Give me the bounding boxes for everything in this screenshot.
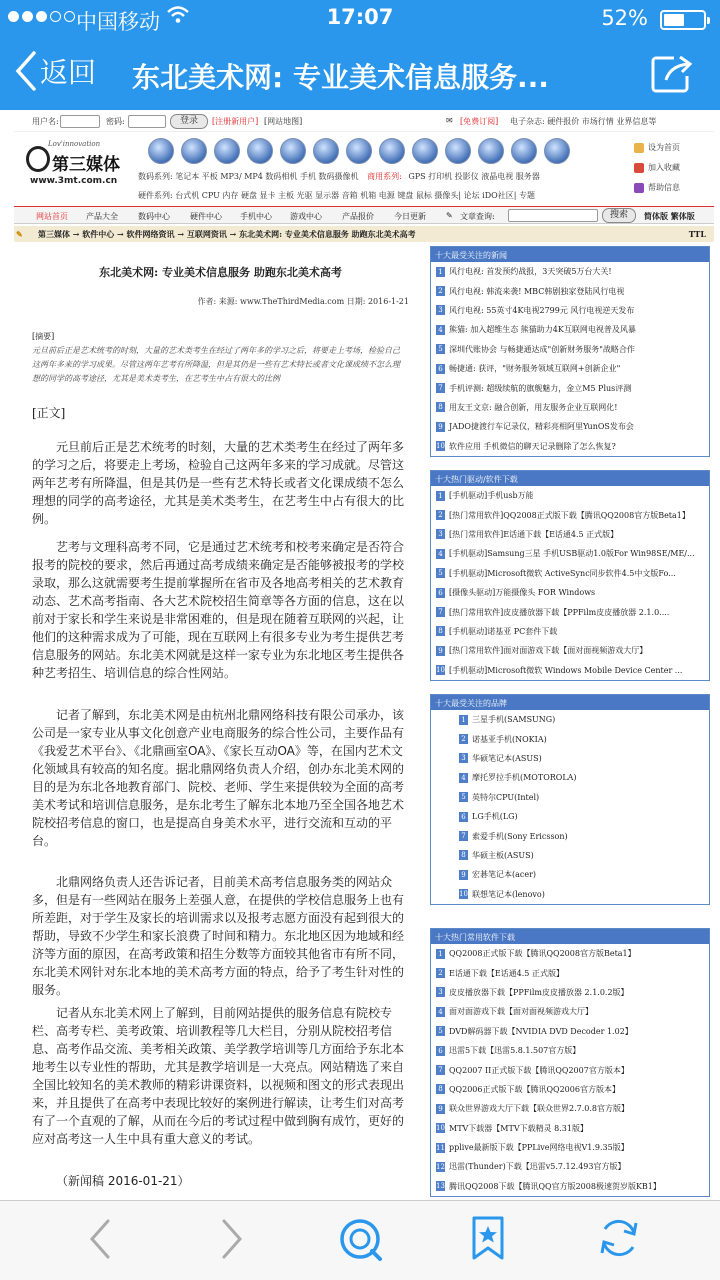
- browser-toolbar: [0, 1200, 720, 1280]
- paragraph-2: 艺考与文理科高考不同，它是通过艺术统考和校考来确定是否符合报考的院校的要求，然后再通过高考成绩来确定是否能够被报考的学校录取，那么这就需要考生提前掌握所在省市及各地高考相关的艺术教育动态、艺术高考指南、各大艺术院校招生简章等各方面的信息，这在以前对于家长和学生来说是非常困难的，但是现在随着互联网的兴起，让他们的这种需求成为了可能，现在互联网上有很多专业为考生提供艺考信息服务的网站。东北美术网就是这样一家专业为东北地区考生提供各种艺考招生、培训信息的综合性网站。: [32, 540, 405, 680]
- rank-badge: 7: [436, 1065, 445, 1075]
- top-drivers-title: 十大热门驱动/软件下载: [431, 471, 709, 486]
- news-item[interactable]: [431, 320, 709, 339]
- brand-item-label: 联想笔记本(lenovo): [472, 889, 545, 899]
- printer-icon[interactable]: [412, 138, 438, 164]
- rank-badge: 10: [459, 890, 468, 899]
- driver-item-label: [手机驱动]手机usb万能: [449, 491, 534, 501]
- nav-products[interactable]: 产品大全: [86, 212, 118, 221]
- breadcrumb-text[interactable]: 第三媒体 → 软件中心 → 软件网络资讯 → 互联网资讯 → 东北美术网: 专业美术信息服务 助跑东北美术高考: [38, 229, 416, 239]
- rank-badge: 2: [436, 510, 445, 520]
- back-nav-button[interactable]: [88, 1217, 112, 1265]
- rank-badge: 6: [459, 812, 468, 822]
- article-meta: 作者: 来源: www.TheThirdMedia.com 日期: 2016-1-21: [197, 297, 409, 306]
- driver-item[interactable]: [431, 564, 709, 583]
- rank-badge: 7: [436, 383, 445, 393]
- driver-item-label: [热门常用软件]E话通下载【E话通4.5 正式版】: [449, 529, 619, 539]
- rank-badge: 4: [436, 1007, 445, 1017]
- rank-badge: 9: [436, 422, 445, 432]
- help-icon: [634, 183, 644, 193]
- software-item[interactable]: [431, 1099, 709, 1118]
- software-item-label: 面对面游戏下载【面对面视频游戏大厅】: [449, 1007, 593, 1017]
- rank-badge: 10: [436, 442, 445, 451]
- add-favorite-link[interactable]: 加入收藏: [634, 162, 680, 173]
- paragraph-3: 记者了解到，东北美术网是由杭州北鼎网络科技有限公司承办，该公司是一家专业从事文化创意产业电商服务的综合性公司，主要作品有《我爱艺术平台》、《北鼎画室OA》、《家长互动OA》等，在国内艺术文化领域具有较高的知名度。据北鼎网络负责人介绍，创办东北美术网的目的是为东北各地教育部门、院校、老师、学生来提供较为全面的高考美术考试和培训信息服务，是东北考生了解东北本地乃至全国各地艺术院校招考信息的窗口，也是提高自身美术水平，进行交流和互动的平台。: [32, 708, 405, 848]
- sitemap-link[interactable]: [网站地图]: [264, 117, 303, 126]
- software-item[interactable]: [431, 1002, 709, 1021]
- driver-item-label: [热门常用软件]面对面游戏下载【面对面视频游戏大厅】: [449, 646, 648, 656]
- nav-games[interactable]: 游戏中心: [290, 212, 322, 221]
- brand-item-label: 华硕主板(ASUS): [472, 850, 534, 860]
- rank-badge: 7: [436, 607, 445, 617]
- rank-badge: 1: [436, 949, 445, 959]
- rank-badge: 3: [459, 753, 468, 763]
- paragraph-6: （新闻稿 2016-01-21）: [56, 1174, 190, 1188]
- rank-badge: 10: [436, 1124, 445, 1133]
- gps-icon[interactable]: [379, 138, 405, 164]
- rank-badge: 3: [436, 529, 445, 539]
- brand-item[interactable]: [431, 865, 709, 884]
- brand-item-label: 华硕笔记本(ASUS): [472, 753, 542, 763]
- back-button[interactable]: [14, 50, 96, 92]
- brand-item-label: 摩托罗拉手机(MOTOROLA): [472, 773, 577, 783]
- driver-item[interactable]: [431, 525, 709, 544]
- nav-today[interactable]: 今日更新: [394, 212, 426, 221]
- home-icon: [634, 143, 644, 153]
- camcorder-icon[interactable]: [346, 138, 372, 164]
- paragraph-4: 北鼎网络负责人还告诉记者，目前美术高考信息服务类的网站众多，但是有一些网站在服务上差强人意，在提供的学校信息服务上也有所差距，对于学生及家长的培训需求以及报考志愿方面没有起到很大的帮助，导致不少学生和家长浪费了时间和精力。东北地区因为地域和经济等方面的原因，在高考政策和招生分数等方面较其他省市有所不同，东北美术网针对东北本地的美术高考方面的特点，给予了考生针对性的服务。: [32, 875, 405, 997]
- rank-badge: 3: [436, 305, 445, 315]
- news-item-label: 深圳代账协会 与畅捷通达成"创新财务服务"战略合作: [449, 344, 635, 354]
- server-icon[interactable]: [511, 138, 537, 164]
- business-series-links[interactable]: GPS 打印机 投影仪 液晶电视 服务器: [408, 172, 540, 181]
- rank-badge: 4: [436, 549, 445, 559]
- driver-item[interactable]: [431, 661, 709, 680]
- rank-badge: 3: [436, 987, 445, 997]
- rank-badge: 12: [436, 1162, 445, 1171]
- back-label: 返回: [40, 56, 97, 89]
- phone-icon[interactable]: [313, 138, 339, 164]
- software-item-label: 联众世界游戏大厅下载【联众世界2.7.0.8官方版】: [449, 1104, 629, 1114]
- rank-badge: 9: [436, 1104, 445, 1114]
- password-input[interactable]: [128, 115, 166, 128]
- brand-item[interactable]: [431, 749, 709, 768]
- software-item[interactable]: [431, 983, 709, 1002]
- nav-home[interactable]: 网站首页: [36, 212, 68, 221]
- password-label: 密码:: [106, 117, 125, 126]
- software-item[interactable]: [431, 1060, 709, 1079]
- software-item[interactable]: [431, 1041, 709, 1060]
- rank-badge: 7: [459, 831, 468, 841]
- brand-item-label: 宏碁笔记本(acer): [472, 870, 537, 880]
- software-item[interactable]: [431, 1177, 709, 1196]
- refresh-icon: [596, 1215, 642, 1261]
- rank-badge: 5: [436, 1026, 445, 1036]
- site-nav-row: [14, 206, 714, 224]
- article: [18, 246, 423, 1200]
- rank-badge: 8: [436, 626, 445, 636]
- browser-home-button[interactable]: [336, 1215, 384, 1267]
- brand-item[interactable]: [431, 807, 709, 826]
- rank-badge: 5: [436, 344, 445, 354]
- driver-item-label: [手机驱动]Samsung三星 手机USB驱动1.0版For Win98SE/ME/...: [449, 549, 695, 559]
- favorite-icon: [634, 163, 644, 173]
- software-item[interactable]: [431, 963, 709, 982]
- top-software-title: 十大热门常用软件下载: [431, 929, 709, 944]
- rank-badge: 2: [436, 968, 445, 978]
- misc-device-icon[interactable]: [544, 138, 570, 164]
- brand-item[interactable]: [431, 768, 709, 787]
- battery-percent: 52%: [601, 6, 648, 30]
- breadcrumb: [14, 226, 714, 242]
- brand-item[interactable]: [431, 710, 709, 729]
- rank-badge: 4: [436, 325, 445, 335]
- forward-nav-button[interactable]: [220, 1217, 244, 1265]
- software-item[interactable]: [431, 944, 709, 963]
- driver-item[interactable]: [431, 641, 709, 660]
- software-item-label: QQ2006正式版下载【腾讯QQ2006官方版本】: [449, 1084, 620, 1094]
- driver-item-label: [摄像头驱动]万能摄像头 FOR Windows: [449, 588, 596, 598]
- news-item-label: 熊猫: 加入超维生态 熊猫助力4K互联网电视普及风暴: [449, 325, 636, 335]
- rank-badge: 13: [436, 1182, 445, 1191]
- brand-item-label: 英特尔CPU(Intel): [472, 792, 540, 802]
- news-item[interactable]: [431, 378, 709, 397]
- rank-badge: 8: [436, 1084, 445, 1094]
- rank-badge: 11: [436, 1143, 445, 1152]
- top-software-box: [430, 928, 710, 1197]
- nav-hardware[interactable]: 硬件中心: [190, 212, 222, 221]
- web-content: [14, 110, 714, 1200]
- software-item-label: DVD解码器下载【NVIDIA DVD Decoder 1.02】: [449, 1026, 633, 1036]
- rank-badge: 5: [459, 792, 468, 802]
- driver-item[interactable]: [431, 544, 709, 563]
- ttl-label: TTL: [688, 229, 706, 239]
- brand-item-label: 索爱手机(Sony Ericsson): [472, 831, 568, 841]
- browser-logo-icon: [336, 1215, 384, 1263]
- brand-item[interactable]: [431, 885, 709, 904]
- username-input[interactable]: [60, 115, 100, 128]
- business-series-label: 商用系列:: [367, 172, 402, 181]
- tablet-icon[interactable]: [181, 138, 207, 164]
- paragraph-1: 元旦前后正是艺术统考的时刻，大量的艺术类考生在经过了两年多的学习之后，将要走上考场，检验自己这两年多来的学习成就。尽管这两年艺考有所降温，但是其仍是一些有艺术特长或者文化课成绩不怎么理想的同学的高考途径，尤其是美术类考生，在艺考生中占有很大的比例。: [32, 440, 405, 526]
- chevron-left-icon: [88, 1217, 112, 1261]
- search-label: 文章查询:: [460, 212, 495, 221]
- digital-series-links[interactable]: 数码系列: 笔记本 平板 MP3/ MP4 数码相机 手机 数码摄像机: [138, 172, 359, 181]
- summary-tag: [摘要]: [32, 332, 55, 341]
- username-label: 用户名:: [32, 117, 59, 126]
- nav-digital[interactable]: 数码中心: [138, 212, 170, 221]
- body-tag: [正文]: [32, 406, 66, 420]
- news-item[interactable]: [431, 398, 709, 417]
- brand-item[interactable]: [431, 788, 709, 807]
- software-item-label: QQ2007 II正式版下载【腾讯QQ2007官方版本】: [449, 1065, 629, 1075]
- register-link[interactable]: [注册新用户]: [212, 117, 259, 126]
- email-icon: ✉: [446, 116, 453, 125]
- share-icon: [650, 54, 694, 94]
- driver-item[interactable]: [431, 622, 709, 641]
- top-news-box: [430, 246, 710, 457]
- news-item[interactable]: [431, 340, 709, 359]
- share-button[interactable]: [650, 54, 694, 98]
- top-drivers-box: [430, 470, 710, 681]
- software-item-label: pplive最新版下载【PPLive网络电视V1.9.35版】: [449, 1143, 629, 1153]
- projector-icon[interactable]: [445, 138, 471, 164]
- driver-item-label: [热门常用软件]QQ2008正式版下载【腾讯QQ2008官方版Beta1】: [449, 510, 690, 520]
- software-item-label: MTV下载器【MTV下载精灵 8.31版】: [449, 1123, 588, 1133]
- rank-badge: 2: [459, 734, 468, 744]
- software-item-label: QQ2008正式版下载【腾讯QQ2008官方版Beta1】: [449, 949, 636, 959]
- browser-nav-bar: [0, 38, 720, 110]
- software-item[interactable]: [431, 1138, 709, 1157]
- bookmark-button[interactable]: [470, 1215, 506, 1265]
- battery-icon: [660, 10, 706, 30]
- rank-badge: 9: [459, 870, 468, 880]
- nav-prices[interactable]: 产品报价: [342, 212, 374, 221]
- search-button[interactable]: 搜索: [602, 208, 636, 223]
- logo-mark-icon: [26, 146, 50, 172]
- brand-item-label: LG手机(LG): [472, 812, 518, 822]
- software-item-label: E话通下载【E话通4.5 正式版】: [449, 968, 564, 978]
- software-item[interactable]: [431, 1119, 709, 1138]
- rank-badge: 1: [436, 267, 445, 277]
- rank-badge: 1: [459, 715, 468, 725]
- driver-item[interactable]: [431, 486, 709, 505]
- driver-item[interactable]: [431, 583, 709, 602]
- rank-badge: 10: [436, 666, 445, 675]
- top-brands-box: [430, 694, 710, 905]
- free-subscribe-link[interactable]: [免费订阅]: [460, 117, 499, 126]
- site-logo[interactable]: Lov'innovation 第三媒体 www.3mt.com.cn: [26, 140, 141, 190]
- driver-item-label: [手机驱动]诺基亚 PC套件下载: [449, 626, 558, 636]
- login-button[interactable]: 登录: [170, 114, 208, 129]
- news-item-label: 风行电视: 55英寸4K电视2799元 风行电视逆天发布: [449, 305, 635, 315]
- news-item[interactable]: [431, 301, 709, 320]
- brand-item[interactable]: [431, 846, 709, 865]
- driver-item-label: [手机驱动]Microsoft微软 ActiveSync同步软件4.5中文版Fo...: [449, 568, 676, 578]
- status-bar: [0, 0, 720, 38]
- bookmark-star-icon: [470, 1215, 506, 1261]
- search-icon: ✎: [446, 211, 453, 220]
- software-item[interactable]: [431, 1157, 709, 1176]
- mp3-icon[interactable]: [214, 138, 240, 164]
- rank-badge: 8: [459, 850, 468, 860]
- driver-item-label: [热门常用软件]皮皮播放器下载【PPFilm皮皮播放器 2.1.0....: [449, 607, 670, 617]
- refresh-button[interactable]: [596, 1215, 642, 1265]
- rank-badge: 6: [436, 1046, 445, 1056]
- news-item[interactable]: [431, 281, 709, 300]
- camera-icon[interactable]: [280, 138, 306, 164]
- ezine-text: 电子杂志: 硬件报价 市场行情 业界信息等: [510, 117, 657, 126]
- software-item-label: 迅雷(Thunder)下载【迅雷v5.7.12.493官方版】: [449, 1162, 626, 1172]
- digital-series-row: [138, 171, 540, 182]
- rank-badge: 4: [459, 773, 468, 783]
- rank-badge: 6: [436, 588, 445, 598]
- news-item-label: 手机评测: 超级续航的旗舰魅力，金立M5 Plus评测: [449, 383, 632, 393]
- rank-badge: 6: [436, 364, 445, 374]
- news-item-label: JADO捷渡行车记录仪，精彩亮相阿里YunOS发布会: [449, 422, 634, 432]
- article-search-input[interactable]: [508, 209, 598, 222]
- carrier-name: 中国移动: [76, 10, 160, 34]
- software-item-label: 腾讯QQ2008下载【腾讯QQ官方版2008极速贺岁版KB1】: [449, 1181, 661, 1191]
- lcd-tv-icon[interactable]: [478, 138, 504, 164]
- news-item-label: 用友王文京: 融合创新，用友服务企业互联网化!: [449, 402, 618, 412]
- top-brands-title: 十大最受关注的品牌: [431, 695, 709, 710]
- news-item[interactable]: [431, 359, 709, 378]
- brand-item[interactable]: [431, 826, 709, 845]
- driver-item[interactable]: [431, 602, 709, 621]
- news-item-label: 畅捷通: 获评，"财务服务领域互联网+创新企业": [449, 364, 621, 374]
- chevron-left-icon: [14, 50, 38, 92]
- pencil-icon: ✎: [16, 229, 23, 239]
- brand-item-label: 诺基亚手机(NOKIA): [472, 734, 547, 744]
- rank-badge: 2: [436, 286, 445, 296]
- brand-item-label: 三星手机(SAMSUNG): [472, 715, 556, 725]
- driver-item[interactable]: [431, 505, 709, 524]
- driver-item-label: [手机驱动]Microsoft微软 Windows Mobile Device Center ...: [449, 665, 683, 675]
- news-item[interactable]: [431, 417, 709, 436]
- brand-item[interactable]: [431, 729, 709, 748]
- language-switch[interactable]: 简体版 繁体版: [644, 211, 695, 221]
- hardware-series-row[interactable]: 硬件系列: 台式机 CPU 内存 硬盘 显卡 主板 光驱 显示器 音箱 机箱 电源 键盘 鼠标 摄像头| 论坛 iDO社区| 专题: [138, 191, 535, 200]
- login-row: [14, 110, 714, 132]
- software-item-label: 迅雷5下载【迅雷5.8.1.507官方版】: [449, 1046, 581, 1056]
- software-item-label: 皮皮播放器下载【PPFilm皮皮播放器 2.1.0.2版】: [449, 987, 629, 997]
- category-icon-row: [148, 138, 570, 164]
- chevron-right-icon: [220, 1217, 244, 1261]
- nav-mobile[interactable]: 手机中心: [240, 212, 272, 221]
- rank-badge: 1: [436, 491, 445, 501]
- article-title: 东北美术网: 专业美术信息服务 助跑东北美术高考: [99, 266, 342, 279]
- news-item-label: 软件应用 手机微信的聊天记录删除了怎么恢复?: [449, 441, 616, 451]
- article-summary: 元旦前后正是艺术统考的时刻，大量的艺术类考生在经过了两年多的学习之后，将要走上考场，检验自己这两年多来的学习成果。尽管这两年艺考有所降温，但是其仍是一些有艺术特长或者文化课成绩不怎么理想的同学的高考途径，尤其是美术类考生，在艺考生中占有很大的比例: [32, 346, 400, 383]
- top-news-title: 十大最受关注的新闻: [431, 247, 709, 262]
- notebook-icon[interactable]: [148, 138, 174, 164]
- news-item-label: 风行电视: 首发预约战报，3天突破5万台大关!: [449, 267, 612, 277]
- rank-badge: 5: [436, 568, 445, 578]
- clock: 17:07: [326, 5, 394, 29]
- page-title: 东北美术网: 专业美术信息服务...: [132, 61, 549, 94]
- news-item[interactable]: [431, 262, 709, 281]
- mp4-icon[interactable]: [247, 138, 273, 164]
- software-item[interactable]: [431, 1022, 709, 1041]
- news-item[interactable]: [431, 437, 709, 456]
- software-item[interactable]: [431, 1080, 709, 1099]
- paragraph-5: 记者从东北美术网上了解到，目前网站提供的服务信息有院校专栏、高考专栏、美考政策、培训教程等几大栏目，分别从院校招考信息、高考作品交流、美考相关政策、美学教学培训等几方面给予东北本地考生以专业性的帮助，尤其是教学培训是一大亮点。网站精选了来自全国比较知名的美术教师的精彩讲课资料，以视频和图文的形式表现出来，并且提供了在高考中表现比较好的案例进行解读，让考生们对高考有了一个直观的了解，从而在今后的考试过程中做到胸有成竹，更好的应对高考这一人生中具有重大意义的考试。: [32, 1006, 405, 1146]
- rank-badge: 8: [436, 402, 445, 412]
- set-home-link[interactable]: 设为首页: [634, 142, 680, 153]
- help-link[interactable]: 帮助信息: [634, 182, 680, 193]
- news-item-label: 风行电视: 韩流来袭! MBC韩剧独家登陆风行电视: [449, 286, 625, 296]
- rank-badge: 9: [436, 646, 445, 656]
